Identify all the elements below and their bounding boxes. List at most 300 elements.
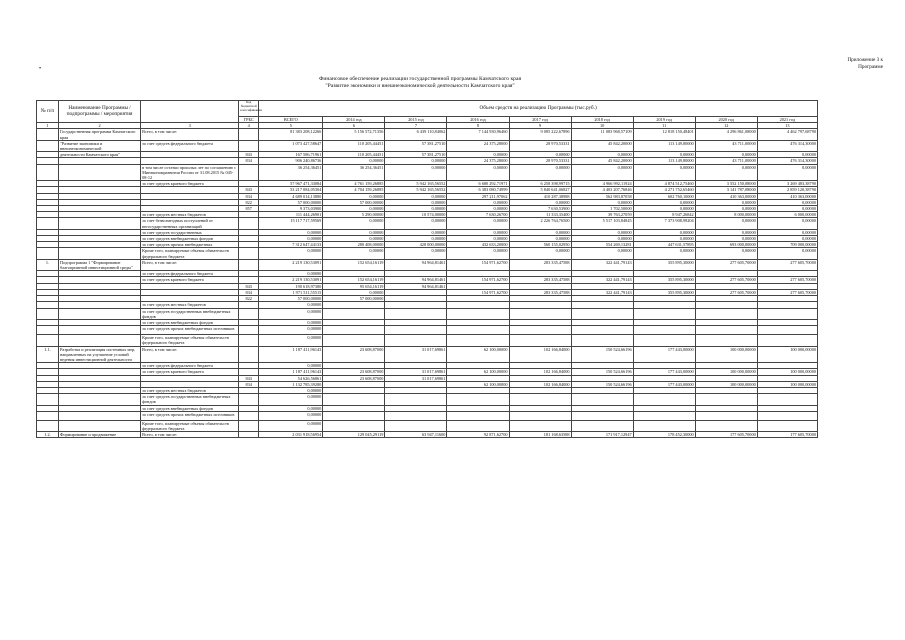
year-value: 0,00000 [571, 164, 633, 181]
year-value: 36 254,36451 [323, 164, 385, 181]
year-value [633, 308, 695, 319]
funding-source: за счет средств федерального бюджета [141, 140, 239, 151]
total-value: 0,00000 [259, 248, 323, 259]
year-value: 322 441,79143 [571, 277, 633, 283]
year-value: 0,00000 [509, 229, 571, 235]
year-value: 4 966 992,11924 [571, 181, 633, 187]
col-volume-header: Объем средств на реализацию Программы (тыс.руб.) [259, 101, 818, 117]
grbs-code [239, 335, 259, 346]
table-row [37, 335, 818, 346]
year-value [633, 411, 695, 420]
row-name [59, 326, 141, 335]
year-value: 0,00000 [633, 152, 695, 158]
year-value: 1 702,50000 [571, 206, 633, 212]
row-name [59, 335, 141, 346]
year-value [509, 308, 571, 319]
year-value: 0,00000 [633, 206, 695, 212]
year-value: 0,00000 [757, 236, 817, 242]
year-value: 23 608,87000 [323, 346, 385, 363]
year-value: 0,00000 [571, 199, 633, 205]
total-value: 54 626,56861 [259, 375, 323, 381]
year-value: 355 895,30000 [633, 289, 695, 295]
row-name [59, 420, 141, 431]
col-num-header: № п/п [37, 101, 59, 123]
col-index: 1 [37, 123, 59, 129]
year-value: 45 842,20000 [571, 158, 633, 164]
grbs-code: 834 [239, 158, 259, 164]
year-value: 177 443,00000 [633, 346, 695, 363]
total-value: 7 312 647,44133 [259, 242, 323, 248]
year-value: 28 970,53331 [509, 140, 571, 151]
year-value: 31 017,69861 [385, 369, 447, 375]
year-value [695, 326, 757, 335]
year-value: 110 205,44451 [323, 140, 385, 151]
year-value: 31 017,69861 [385, 346, 447, 363]
col-year-header: 2015 год [385, 117, 447, 123]
year-value: 43 711,00000 [695, 158, 757, 164]
year-value: 100 000,00000 [757, 369, 817, 375]
col-year-header: 2021 год [757, 117, 817, 123]
year-value: 3 269 483,38790 [757, 181, 817, 187]
year-value: 177 605,70000 [757, 432, 817, 438]
year-value: 177 443,00000 [633, 369, 695, 375]
year-value: 0,00000 [447, 236, 509, 242]
col-index: 13 [757, 123, 817, 129]
total-value: 1 187 411,96143 [259, 369, 323, 375]
year-value: 24 375,28000 [447, 140, 509, 151]
row-name: Государственная программа Камчатского края [59, 129, 141, 140]
year-value: 0,00000 [385, 164, 447, 181]
year-value: 0,00000 [757, 164, 817, 181]
year-value: 0,00000 [571, 236, 633, 242]
year-value: 113 149,80000 [633, 140, 695, 151]
total-value: 57 000,00000 [259, 296, 323, 302]
year-value [447, 326, 509, 335]
year-value: 0,00000 [385, 193, 447, 199]
year-value: 152 654,16119 [323, 259, 385, 270]
col-index: 6 [323, 123, 385, 129]
year-value [323, 335, 385, 346]
document-title [230, 76, 610, 90]
funding-source: за счет средств федерального бюджета [141, 363, 239, 369]
row-name [59, 394, 141, 405]
col-name-header: Наименование Программы / подпрограммы / мероприятия [59, 101, 141, 123]
year-value: 154 971,62700 [447, 289, 509, 295]
year-value [385, 420, 447, 431]
year-value: 6 439 110,84062 [385, 129, 447, 140]
year-value: 12 818 150,48401 [633, 129, 695, 140]
row-number: 1.2. [37, 432, 59, 438]
year-value [571, 394, 633, 405]
table-row [37, 129, 818, 140]
year-value: 0,00000 [757, 206, 817, 212]
grbs-code [239, 411, 259, 420]
row-number [37, 411, 59, 420]
funding-source: за счет средств прочих внебюджетных [141, 242, 239, 248]
margin-dot: • [39, 66, 42, 72]
year-value [695, 308, 757, 319]
year-value: 43 711,00000 [695, 140, 757, 151]
year-value: 562 983,87058 [571, 193, 633, 199]
grbs-code [239, 346, 259, 363]
row-name [59, 164, 141, 181]
year-value [509, 326, 571, 335]
funding-source: за счет средств прочих внебюджетных источников [141, 411, 239, 420]
year-value: 23 608,87000 [323, 375, 385, 381]
funding-source: Всего, в том числе: [141, 432, 239, 438]
year-value [695, 411, 757, 420]
year-value: 178 452,30000 [633, 432, 695, 438]
year-value [633, 326, 695, 335]
year-value: 100 000,00000 [695, 369, 757, 375]
year-value: 283 335,47588 [509, 259, 571, 270]
grbs-code [239, 129, 259, 140]
grbs-code: 834 [239, 381, 259, 387]
year-value: 7 373 908,98204 [633, 218, 695, 229]
year-value: 0,00000 [509, 199, 571, 205]
grbs-code [239, 326, 259, 335]
table-row [37, 164, 818, 181]
col-src-header [141, 101, 239, 123]
year-value: 0,00000 [447, 164, 509, 181]
year-value: 0,00000 [633, 229, 695, 235]
appendix-note [847, 57, 883, 70]
total-value: 0,00000 [259, 319, 323, 325]
year-value: 94 964,81461 [385, 277, 447, 283]
year-value: 0,00000 [757, 229, 817, 235]
year-value: 0,00000 [757, 152, 817, 158]
grbs-code: 843 [239, 375, 259, 381]
year-value: 7 630,26700 [447, 212, 509, 218]
year-value: 5 290,00000 [323, 212, 385, 218]
year-value: 4 462 797,68790 [757, 129, 817, 140]
year-value: 3 552 150,08000 [695, 181, 757, 187]
year-value: 177 605,70000 [695, 432, 757, 438]
year-value [695, 420, 757, 431]
funding-source: за счет средств государственных внебюджетных фондов [141, 308, 239, 319]
year-value: 0,00000 [509, 236, 571, 242]
row-number [37, 335, 59, 346]
appendix-sub: Программе [858, 63, 883, 70]
year-value: 0,00000 [447, 248, 509, 259]
year-value [571, 308, 633, 319]
funding-source: за счет средств внебюджетных фондов [141, 236, 239, 242]
year-value: 4 271 752,65460 [633, 187, 695, 193]
year-value: 560 155,02950 [509, 242, 571, 248]
year-value: 4 403 207,76846 [571, 187, 633, 193]
grbs-code [239, 259, 259, 270]
grbs-code [239, 218, 259, 229]
table-row [37, 248, 818, 259]
funding-source: Всего, в том числе: [141, 129, 239, 140]
total-value: 906 240,86736 [259, 158, 323, 164]
title-line-1: Финансовое обеспечение реализации государственной программы Камчатского края [318, 76, 522, 82]
year-value: 154 971,62700 [447, 277, 509, 283]
year-value: 0,00000 [323, 193, 385, 199]
year-value [757, 394, 817, 405]
year-value [385, 308, 447, 319]
year-value: 24 375,28000 [447, 158, 509, 164]
total-value: 167 586,71961 [259, 152, 323, 158]
year-value: 102 166,84000 [509, 369, 571, 375]
year-value [633, 420, 695, 431]
year-value: 177 443,00000 [633, 381, 695, 387]
year-value: 277 605,70000 [757, 289, 817, 295]
year-value: 150 524,66196 [571, 346, 633, 363]
year-value: 6 383 080,74999 [447, 187, 509, 193]
table-row [37, 140, 818, 151]
year-value: 602 760,10000 [633, 193, 695, 199]
total-value: 0,00000 [259, 302, 323, 308]
year-value: 92 871,62700 [447, 432, 509, 438]
row-number [37, 326, 59, 335]
col-total-header: ВСЕГО [259, 117, 323, 123]
col-year-header: 2014 год [323, 117, 385, 123]
grbs-code: 834 [239, 193, 259, 199]
year-value: 11 083 968,57109 [571, 129, 633, 140]
total-value: 53 217 084,05304 [259, 187, 323, 193]
year-value [757, 411, 817, 420]
col-index: 2 [59, 123, 141, 129]
funding-source: за счет средств краевого бюджета [141, 277, 239, 283]
year-value: 0,00000 [323, 229, 385, 235]
year-value: 693 000,00000 [695, 242, 757, 248]
year-value: 62 100,00000 [447, 369, 509, 375]
year-value: 0,00000 [633, 236, 695, 242]
funding-source: за счет средств внебюджетных фондов [141, 405, 239, 411]
grbs-code [239, 140, 259, 151]
row-number: 1.1. [37, 346, 59, 363]
year-value [757, 326, 817, 335]
year-value: 0,00000 [509, 164, 571, 181]
col-index: 7 [385, 123, 447, 129]
year-value: 0,00000 [757, 248, 817, 259]
funding-source: за счет средств местных бюджетов [141, 212, 239, 218]
year-value: 8 000,00000 [695, 212, 757, 218]
grbs-code: 843 [239, 187, 259, 193]
year-value: 554 269,13281 [571, 242, 633, 248]
table-row [37, 394, 818, 405]
year-value: 0,00000 [385, 248, 447, 259]
total-value: 15 117 717,59569 [259, 218, 323, 229]
table-body [37, 129, 818, 438]
year-value [447, 420, 509, 431]
col-index: 3 [141, 123, 239, 129]
total-value: 0,00000 [259, 420, 323, 431]
year-value: 4 761 159,26885 [323, 181, 385, 187]
total-value: 57 000,00000 [259, 199, 323, 205]
total-value: 57 967 471,33084 [259, 181, 323, 187]
year-value: 277 605,70000 [757, 259, 817, 270]
row-name [59, 248, 141, 259]
year-value: 23 608,87000 [323, 369, 385, 375]
funding-source: Всего, в том числе: [141, 346, 239, 363]
year-value: 4 704 159,26885 [323, 187, 385, 193]
col-index: 10 [571, 123, 633, 129]
col-index: 9 [509, 123, 571, 129]
year-value [323, 326, 385, 335]
total-value: 0,00000 [259, 387, 323, 393]
total-value: 190 618,97380 [259, 283, 323, 289]
row-number [37, 140, 59, 151]
year-value: 280 408,00000 [323, 242, 385, 248]
year-value: 129 045,29119 [323, 432, 385, 438]
funding-source: за счет средств местных бюджетов [141, 302, 239, 308]
year-value: 0,00000 [323, 236, 385, 242]
year-value: 150 524,66196 [571, 369, 633, 375]
total-value: 0,00000 [259, 229, 323, 235]
year-value: 0,00000 [695, 199, 757, 205]
funding-source: за счет средств местных бюджетов [141, 387, 239, 393]
year-value: 31 017,69861 [385, 375, 447, 381]
total-value: 0,00000 [259, 405, 323, 411]
year-value: 428 000,00000 [385, 242, 447, 248]
year-value: 410 363,00000 [695, 193, 757, 199]
year-value: 110 205,44451 [323, 152, 385, 158]
year-value: 0,00000 [633, 199, 695, 205]
year-value: 63 947,11600 [385, 432, 447, 438]
funding-source: за счет безвозмездных поступлений от негосударственных организаций [141, 218, 239, 229]
year-value [509, 411, 571, 420]
table-row [37, 346, 818, 363]
appendix-line: Приложение 3 к [847, 57, 883, 63]
year-value [633, 394, 695, 405]
funding-source: за счет средств краевого бюджета [141, 181, 239, 187]
year-value: 0,00000 [385, 206, 447, 212]
total-value: 1 132 785,39280 [259, 381, 323, 387]
year-value: 0,00000 [323, 289, 385, 295]
table-row [37, 218, 818, 229]
year-value: 0,00000 [757, 199, 817, 205]
table-row [37, 411, 818, 420]
year-value: 0,00000 [757, 218, 817, 229]
row-name [59, 308, 141, 319]
year-value: 11 333,35400 [509, 212, 571, 218]
row-number [37, 129, 59, 140]
row-number [37, 420, 59, 431]
total-value: 0,00000 [259, 363, 323, 369]
total-value: 111 444,26901 [259, 212, 323, 218]
year-value: 0,00000 [633, 164, 695, 181]
total-value: 4 689 014,13880 [259, 193, 323, 199]
year-value: 6 000,00000 [757, 212, 817, 218]
year-value: 0,00000 [385, 158, 447, 164]
total-value: 1 971 511,55515 [259, 289, 323, 295]
year-value: 355 895,30000 [633, 259, 695, 270]
year-value: 94 964,81461 [385, 283, 447, 289]
year-value: 0,00000 [695, 248, 757, 259]
year-value [757, 308, 817, 319]
col-index: 4 [239, 123, 259, 129]
total-value: 0,00000 [259, 308, 323, 319]
year-value: 57 381,27510 [385, 140, 447, 151]
col-year-header: 2020 год [695, 117, 757, 123]
year-value [695, 394, 757, 405]
grbs-code [239, 248, 259, 259]
year-value: 57 381,27510 [385, 152, 447, 158]
year-value: 2 226 764,76500 [509, 218, 571, 229]
total-value: 2 031 918,56954 [259, 432, 323, 438]
year-value: 0,00000 [695, 152, 757, 158]
year-value: 62 100,00000 [447, 346, 509, 363]
row-number [37, 164, 59, 181]
year-value: 277 605,70000 [695, 259, 757, 270]
year-value [385, 335, 447, 346]
year-value: 0,00000 [323, 218, 385, 229]
year-value: 57 000,00000 [323, 199, 385, 205]
year-value: 8 947,26842 [633, 212, 695, 218]
year-value [323, 420, 385, 431]
total-value: 0,00000 [259, 411, 323, 420]
grbs-code: 834 [239, 289, 259, 295]
year-value [447, 411, 509, 420]
year-value [757, 335, 817, 346]
grbs-code [239, 308, 259, 319]
row-number [37, 248, 59, 259]
year-value [509, 335, 571, 346]
title-line-2: "Развитие экономики и внешнеэкономической деятельности Камчатского края" [325, 83, 515, 89]
year-value: 0,00000 [571, 248, 633, 259]
year-value [323, 394, 385, 405]
year-value [695, 335, 757, 346]
col-index: 11 [633, 123, 695, 129]
year-value: 100 000,00000 [695, 346, 757, 363]
col-year-header: 2019 год [633, 117, 695, 123]
year-value [633, 335, 695, 346]
year-value: 297 211,97062 [447, 193, 509, 199]
year-value [757, 420, 817, 431]
year-value: 39 763,27059 [571, 212, 633, 218]
year-value: 0,00000 [323, 248, 385, 259]
year-value: 0,00000 [385, 236, 447, 242]
year-value: 28 970,53331 [509, 158, 571, 164]
year-value: 62 100,00000 [447, 381, 509, 387]
grbs-code: 822 [239, 296, 259, 302]
year-value: 0,00000 [509, 248, 571, 259]
col-index: 12 [695, 123, 757, 129]
year-value: 0,00000 [447, 199, 509, 205]
year-value: 0,00000 [695, 236, 757, 242]
year-value: 0,00000 [633, 248, 695, 259]
year-value: 57 000,00000 [323, 296, 385, 302]
total-value: 9 373,03900 [259, 206, 323, 212]
row-name: Подпрограмма 1 "Формирование благоприятной инвестиционной среды" [59, 259, 141, 270]
total-value: 81 383 208,12266 [259, 129, 323, 140]
funding-source: в том числе остатки прошлых лет по соглашению с Минэкономразвития России от 31.08.2015 № 045-08-12 [141, 164, 239, 181]
total-value: 0,00000 [259, 271, 323, 277]
year-value: 181 168,63588 [509, 432, 571, 438]
year-value: 476 314,30000 [757, 140, 817, 151]
year-value: 277 605,70000 [695, 289, 757, 295]
year-value: 5 942 165,56552 [385, 187, 447, 193]
row-name: "Развитие экономики и внешнеэкономической [59, 140, 141, 151]
total-value: 0,00000 [259, 326, 323, 335]
year-value: 0,00000 [571, 152, 633, 158]
col-grbs-header: ГРБС [239, 117, 259, 123]
year-value [323, 308, 385, 319]
year-value: 0,00000 [695, 164, 757, 181]
year-value: 6 680 292,71971 [447, 181, 509, 187]
funding-source: за счет средств государственных внебюджетных фондов [141, 394, 239, 405]
year-value: 0,00000 [695, 229, 757, 235]
row-number [37, 308, 59, 319]
finance-table [36, 100, 818, 438]
funding-source: за счет средств прочих внебюджетных источников [141, 326, 239, 335]
row-name [59, 218, 141, 229]
year-value: 6 258 398,99715 [509, 181, 571, 187]
year-value [571, 335, 633, 346]
year-value [447, 394, 509, 405]
